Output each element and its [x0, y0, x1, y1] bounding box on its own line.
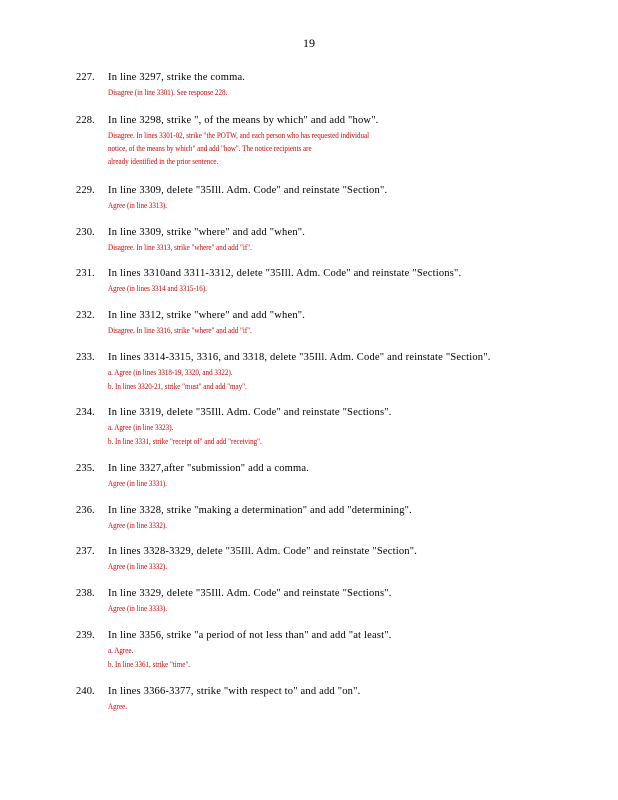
item-response: b. In line 3331, strike "receipt of" and add "receiving". — [108, 437, 262, 446]
item-instruction: In line 3297, strike the comma. — [108, 72, 246, 83]
item-number: 235. — [76, 463, 95, 474]
item-instruction: In lines 3328-3329, delete "35Ill. Adm. Code" and reinstate "Section". — [108, 546, 418, 557]
item-response: Agree (in line 3332). — [108, 562, 168, 571]
item-response: Disagree (in line 3301). See response 228. — [108, 88, 228, 97]
item-number: 231. — [76, 268, 95, 279]
item-number: 227. — [76, 72, 95, 83]
item-number: 237. — [76, 546, 95, 557]
item-instruction: In line 3319, delete "35Ill. Adm. Code" and reinstate "Sections". — [108, 407, 392, 418]
item-number: 238. — [76, 588, 95, 599]
item-number: 236. — [76, 505, 95, 516]
item-number: 233. — [76, 352, 95, 363]
item-response: Agree (in lines 3314 and 3315-16). — [108, 284, 207, 293]
item-response: Agree (in line 3332). — [108, 521, 168, 530]
item-number: 234. — [76, 407, 95, 418]
item-instruction: In line 3327,after "submission" add a comma. — [108, 463, 310, 474]
item-response: notice, of the means by which" and add "how". The notice recipients are — [108, 144, 312, 153]
item-instruction: In line 3309, strike "where" and add "when". — [108, 227, 306, 238]
page-number: 19 — [303, 36, 315, 50]
item-response: b. In lines 3320-21, strike "must" and add "may". — [108, 382, 247, 391]
item-number: 228. — [76, 115, 95, 126]
item-instruction: In lines 3366-3377, strike "with respect to" and add "on". — [108, 686, 361, 697]
item-number: 229. — [76, 185, 95, 196]
item-instruction: In line 3328, strike "making a determination" and add "determining". — [108, 505, 412, 516]
item-response: b. In line 3361, strike "time". — [108, 660, 191, 669]
item-instruction: In line 3356, strike "a period of not less than" and add "at least". — [108, 630, 392, 641]
item-instruction: In lines 3314-3315, 3316, and 3318, delete "35Ill. Adm. Code" and reinstate "Section". — [108, 352, 491, 363]
item-response: Agree (in line 3331). — [108, 479, 168, 488]
item-response: a. Agree (in lines 3318-19, 3320, and 3322). — [108, 368, 233, 377]
item-response: Disagree. In lines 3301-02, strike "the POTW, and each person who has requested individual — [108, 131, 370, 140]
item-instruction: In line 3329, delete "35Ill. Adm. Code" and reinstate "Sections". — [108, 588, 392, 599]
item-response: already identified in the prior sentence. — [108, 157, 219, 166]
item-instruction: In line 3309, delete "35Ill. Adm. Code" and reinstate "Section". — [108, 185, 388, 196]
item-response: Agree. — [108, 702, 127, 711]
item-instruction: In line 3298, strike ", of the means by which" and add "how". — [108, 115, 379, 126]
item-response: Disagree. In line 3313, strike "where" and add "if". — [108, 243, 252, 252]
item-response: a. Agree. — [108, 646, 134, 655]
item-response: Agree (in line 3313). — [108, 201, 168, 210]
item-instruction: In line 3312, strike "where" and add "when". — [108, 310, 306, 321]
item-response: Disagree. In line 3316, strike "where" and add "if". — [108, 326, 252, 335]
item-number: 230. — [76, 227, 95, 238]
item-response: a. Agree (in line 3323). — [108, 423, 174, 432]
item-number: 239. — [76, 630, 95, 641]
item-instruction: In lines 3310and 3311-3312, delete "35Ill. Adm. Code" and reinstate "Sections". — [108, 268, 462, 279]
item-number: 232. — [76, 310, 95, 321]
item-response: Agree (in line 3333). — [108, 604, 168, 613]
item-number: 240. — [76, 686, 95, 697]
